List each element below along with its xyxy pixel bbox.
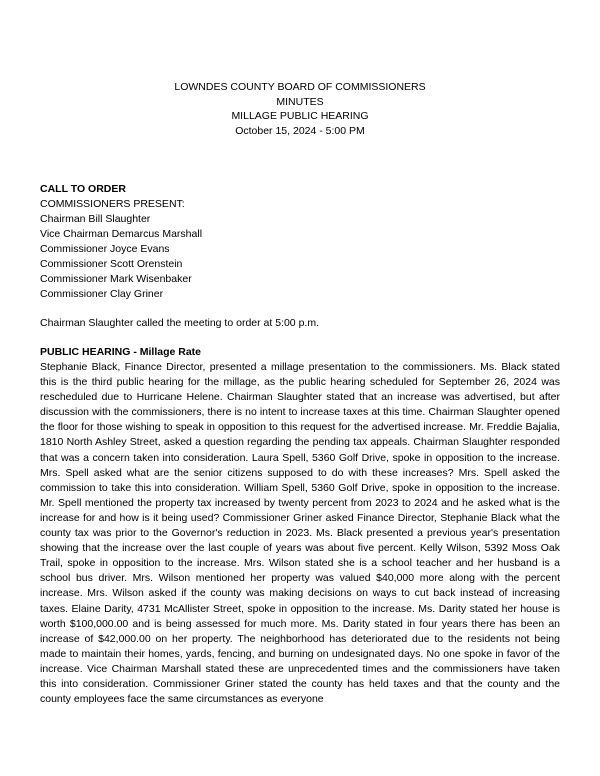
attendee-chairman: Chairman Bill Slaughter — [40, 213, 151, 225]
header-line-subject: MILLAGE PUBLIC HEARING — [231, 110, 369, 122]
attendee-commissioner-evans: Commissioner Joyce Evans — [40, 243, 170, 255]
public-hearing-body-paragraph: Stephanie Black, Finance Director, presented a millage presentation to the commissioners. Ms. Black stated this is the third public hearing for the millage, as the public hearing scheduled for September 26, 2024 was rescheduled due to Hurricane Helene. Chairman Slaughter stated that an increase was advertised, but after discussion with the commissioners, there is no intent to increase taxes at this time. Chairman Slaughter opened the floor for those wishing to speak in opposition to this request for the advertised increase. Mr. Freddie Bajalia, 1810 North Ashley Street, asked a question regarding the pending tax appeals. Chairman Slaughter responded that was a concern taken into consideration. Laura Spell, 5360 Golf Drive, spoke in opposition to the increase. Mrs. Spell asked what are the senior citizens supposed to do with these increases? Mrs. Spell asked the commission to take this into consideration. William Spell, 5360 Golf Drive, spoke in opposition to the increase. Mr. Spell mentioned the property tax increased by twenty percent from 2023 to 2024 and he asked what is the increase for and how is it being used? Commissioner Griner asked Finance Director, Stephanie Black what the county tax was prior to the Governor's reduction in 2023. Ms. Black presented a previous year's presentation showing that the increase over the last couple of years was about five percent. Kelly Wilson, 5392 Moss Oak Trail, spoke in opposition to the increase. Mrs. Wilson stated she is a school teacher and her husband is a school bus driver. Mrs. Wilson mentioned her property was valued $40,000 more along with the percent increase. Mrs. Wilson asked if the county was making decisions on ways to cut back instead of increasing taxes. Elaine Darity, 4731 McAllister Street, spoke in opposition to the increase. Ms. Darity stated her house is worth $100,000.00 and is being assessed for much more. Ms. Darity stated in four years there has been an increase of $42,000.00 on her property. The neighborhood has deteriorated due to the residents not being made to maintain their homes, yards, fencing, and burning on undesignated days. No one spoke in favor of the increase. Vice Chairman Marshall stated these are unprecedented times and the commissioners have taken this into consideration. Commissioner Griner stated the county has held taxes and that the county and the county employees face the same circumstances as everyone — [40, 361, 560, 706]
attendee-commissioner-wisenbaker: Commissioner Mark Wisenbaker — [40, 273, 192, 285]
header-body-spacer — [40, 138, 560, 182]
roster-call-spacer — [40, 302, 560, 316]
document-header — [40, 80, 560, 138]
call-hearing-spacer — [40, 331, 560, 345]
attendee-vice-chairman: Vice Chairman Demarcus Marshall — [40, 228, 203, 240]
commissioners-present-label: COMMISSIONERS PRESENT: — [40, 198, 185, 210]
call-to-order-sentence: Chairman Slaughter called the meeting to order at 5:00 p.m. — [40, 317, 319, 329]
section-heading-call-to-order: CALL TO ORDER — [40, 183, 126, 195]
attendee-commissioner-griner: Commissioner Clay Griner — [40, 288, 164, 300]
header-line-organization: LOWNDES COUNTY BOARD OF COMMISSIONERS — [174, 81, 426, 93]
header-line-datetime: October 15, 2024 - 5:00 PM — [235, 124, 365, 137]
attendee-commissioner-orenstein: Commissioner Scott Orenstein — [40, 258, 183, 270]
header-line-doctype: MINUTES — [276, 95, 324, 108]
section-heading-public-hearing: PUBLIC HEARING - Millage Rate — [40, 346, 202, 358]
